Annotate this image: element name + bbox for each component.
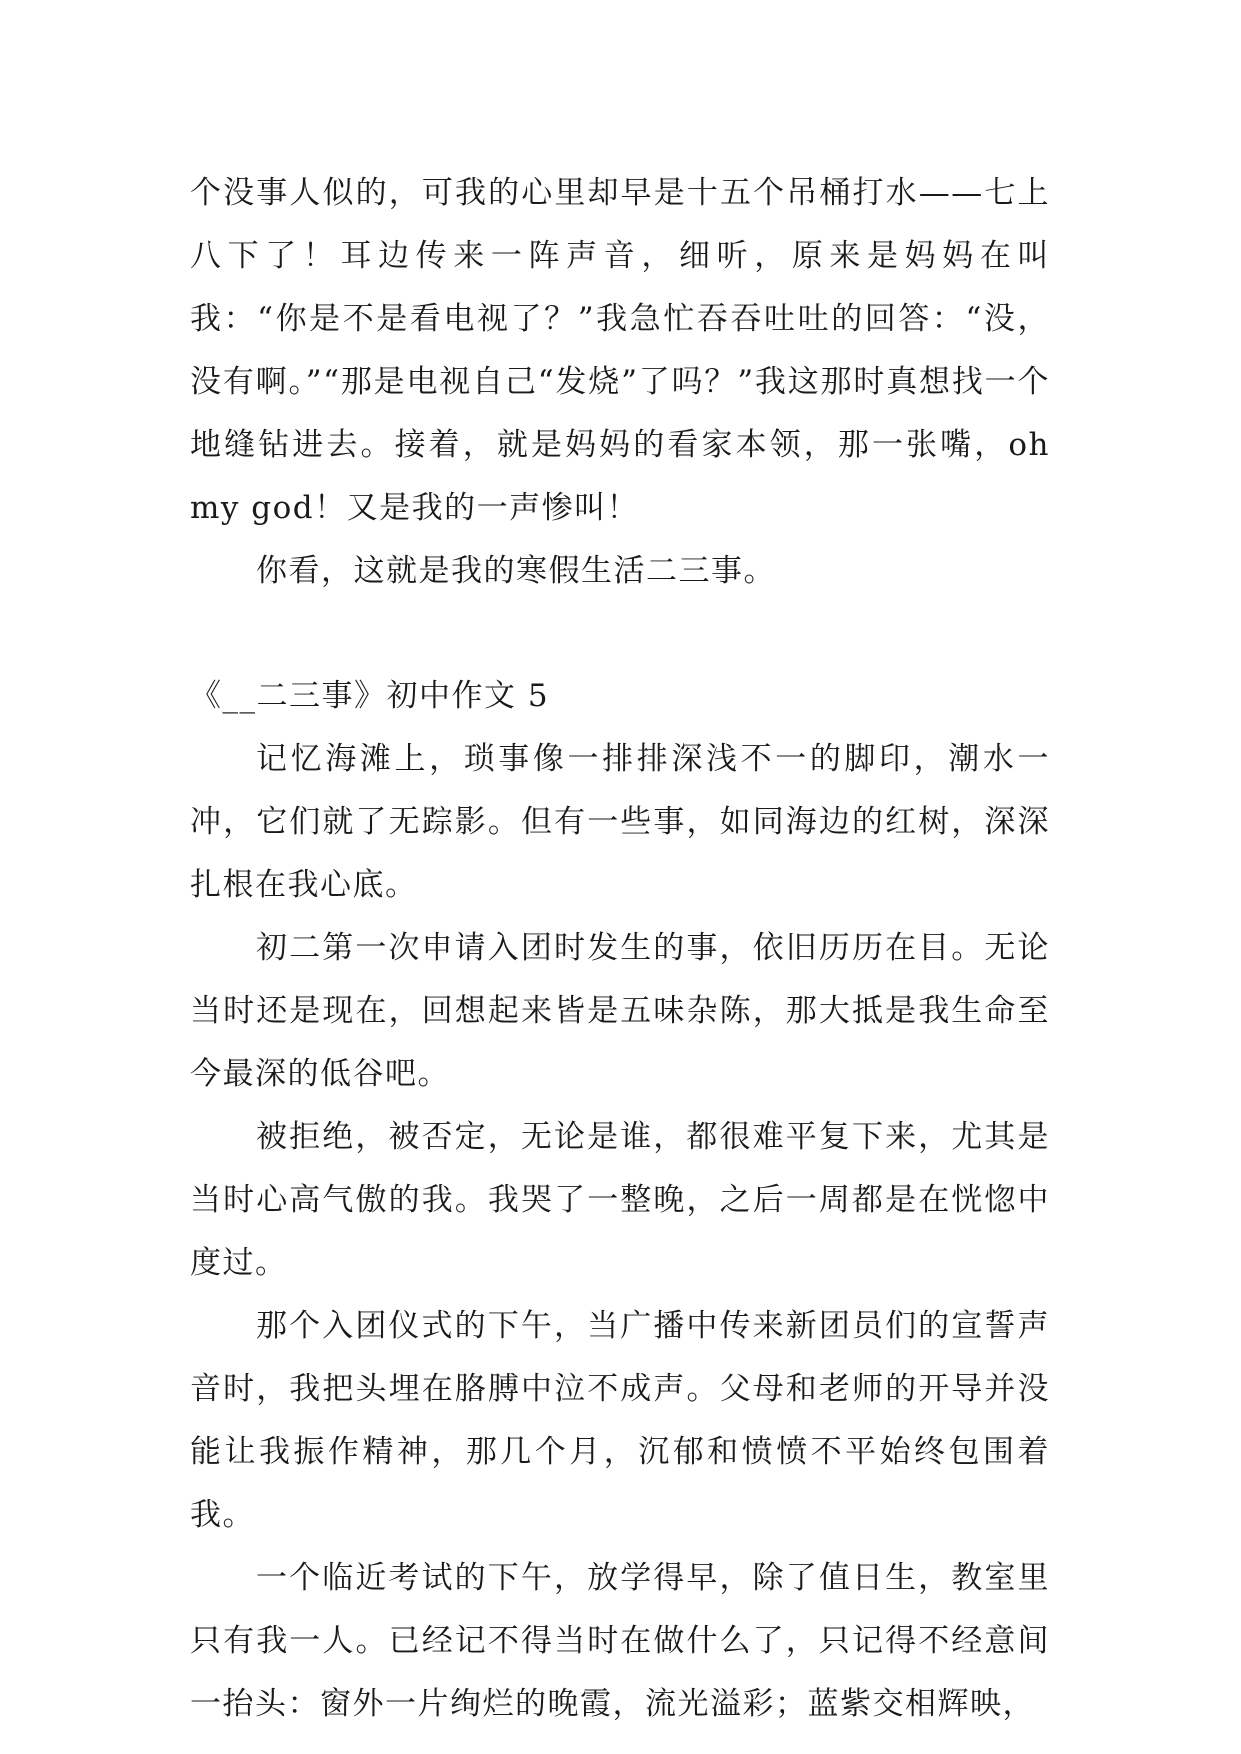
section-gap: [190, 603, 1050, 665]
continued-paragraph: 个没事人似的，可我的心里却早是十五个吊桶打水——七上八下了！耳边传来一阵声音，细听，原来是妈妈在叫我：“你是不是看电视了？”我急忙吞吞吐吐的回答：“没，没有啊。”“那是电视自己“发烧”了吗？”我这那时真想找一个地缝钻进去。接着，就是妈妈的看家本领，那一张嘴，oh my god！又是我的一声惨叫！: [190, 175, 1050, 526]
closing-paragraph: 你看，这就是我的寒假生活二三事。: [256, 553, 776, 589]
essay-title: 《__二三事》初中作文 5: [190, 678, 550, 714]
body-paragraph: 那个入团仪式的下午，当广播中传来新团员们的宣誓声音时，我把头埋在胳膊中泣不成声。父母和老师的开导并没能让我振作精神，那几个月，沉郁和愤愤不平始终包围着我。: [190, 1308, 1050, 1533]
body-paragraph: 初二第一次申请入团时发生的事，依旧历历在目。无论当时还是现在，回想起来皆是五味杂陈，那大抵是我生命至今最深的低谷吧。: [190, 930, 1050, 1092]
body-paragraph: 被拒绝，被否定，无论是谁，都很难平复下来，尤其是当时心高气傲的我。我哭了一整晚，之后一周都是在恍惚中度过。: [190, 1119, 1050, 1281]
document-page: [190, 162, 1050, 1736]
body-paragraph: 记忆海滩上，琐事像一排排深浅不一的脚印，潮水一冲，它们就了无踪影。但有一些事，如同海边的红树，深深扎根在我心底。: [190, 741, 1050, 903]
body-paragraph: 一个临近考试的下午，放学得早，除了值日生，教室里只有我一人。已经记不得当时在做什么了，只记得不经意间一抬头：窗外一片绚烂的晚霞，流光溢彩；蓝紫交相辉映，: [190, 1560, 1050, 1722]
